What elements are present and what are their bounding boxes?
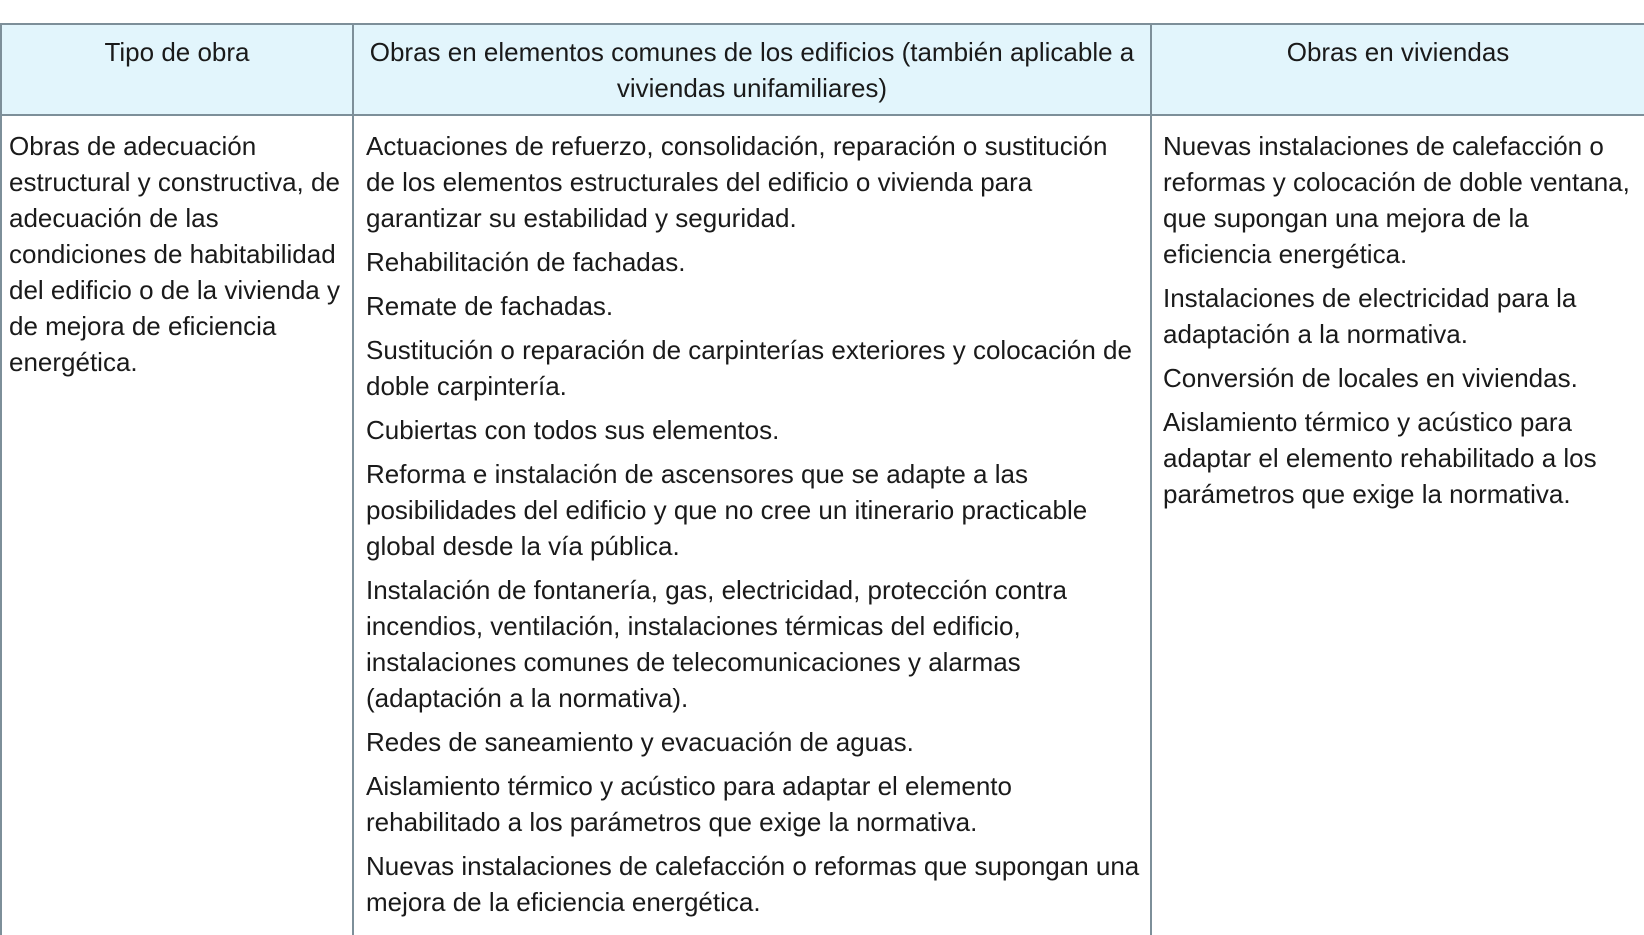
common-item: Reforma e instalación de ascensores que se adapte a las posibilidades del edificio y que no cree un itinerario practicable global desde la vía pública.: [366, 459, 1088, 561]
common-item: Aislamiento térmico y acústico para adaptar el elemento rehabilitado a los parámetros que exige la normativa.: [366, 771, 1012, 837]
header-work-type: Tipo de obra: [1, 24, 353, 115]
common-item: Actuaciones de refuerzo, consolidación, reparación o sustitución de los elementos estructurales del edificio o vivienda para garantizar su estabilidad y seguridad.: [366, 131, 1108, 233]
table-row: [1, 115, 1644, 935]
common-item: Remate de fachadas.: [366, 291, 614, 321]
work-type-cell: [1, 115, 353, 935]
dwelling-item: Aislamiento térmico y acústico para adaptar el elemento rehabilitado a los parámetros que exige la normativa.: [1163, 407, 1597, 509]
header-dwellings: Obras en viviendas: [1151, 24, 1644, 115]
work-type-text: Obras de adecuación estructural y constructiva, de adecuación de las condiciones de habitabilidad del edificio o de la vivienda y de mejora de eficiencia energética.: [9, 131, 340, 377]
header-common-elements: Obras en elementos comunes de los edificios (también aplicable a viviendas unifamiliares): [353, 24, 1151, 115]
dwelling-item: Nuevas instalaciones de calefacción o reformas y colocación de doble ventana, que supongan una mejora de la eficiencia energética.: [1163, 131, 1630, 269]
table-header-row: [1, 24, 1644, 115]
dwelling-item: Instalaciones de electricidad para la adaptación a la normativa.: [1163, 283, 1577, 349]
works-table: [0, 23, 1644, 935]
common-item: Nuevas instalaciones de calefacción o reformas que supongan una mejora de la eficiencia energética.: [366, 851, 1140, 917]
common-elements-cell: [353, 115, 1151, 935]
dwelling-item: Conversión de locales en viviendas.: [1163, 363, 1578, 393]
common-item: Instalación de fontanería, gas, electricidad, protección contra incendios, ventilación, instalaciones térmicas del edificio, instalaciones comunes de telecomunicaciones y alarmas (adaptación a la normativa).: [366, 575, 1067, 713]
common-item: Redes de saneamiento y evacuación de aguas.: [366, 727, 914, 757]
common-item: Sustitución o reparación de carpinterías exteriores y colocación de doble carpintería.: [366, 335, 1132, 401]
common-item: Cubiertas con todos sus elementos.: [366, 415, 780, 445]
dwellings-cell: [1151, 115, 1644, 935]
common-item: Rehabilitación de fachadas.: [366, 247, 686, 277]
